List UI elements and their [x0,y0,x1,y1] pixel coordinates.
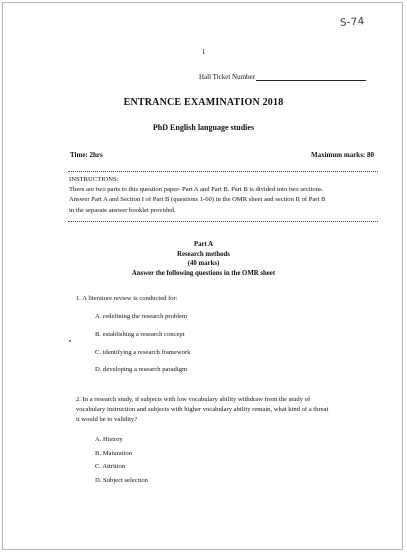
question-1-text: 1. A literature review is conducted for: [76,295,178,302]
question-1-option-c: C. identifying a research framework [95,348,191,356]
question-2-line: 2. In a research study, if subjects with low vocabulary ability withdraw from the study of [76,396,311,403]
question-2-text [76,395,388,426]
question-1-options [95,312,190,383]
instructions-line: in the separate answer booklet provided. [69,206,176,214]
exam-title: ENTRANCE EXAMINATION 2018 [123,97,284,108]
question-2-option-c: C. Attrition [95,463,126,471]
question-1-option-d: D. developing a research paradigm [95,366,188,374]
question-2-options [95,435,148,489]
exam-subtitle: PhD English language studies [152,123,255,132]
instructions-block [69,175,381,216]
time-allowed: Time: 2hrs [70,151,103,159]
instructions-line: Answer Part A and Section I of Part B (questions 1-60) in the OMR sheet and section II of Part B [69,196,326,204]
handwritten-note: S-74 [339,16,366,29]
part-a-header [3,240,404,278]
question-2-option-d: D. Subject selection [95,476,148,484]
part-a-title: Part A [193,241,214,248]
instructions-line: There are two parts to this question paper- Part A and Part B. Part B is divided into two sections. [69,186,324,194]
question-1-option-b: B. establishing a research concept [95,330,185,338]
instructions-heading: INSTRUCTIONS: [69,176,119,183]
scan-speck [69,340,71,342]
question-2-option-b: B. Maturation [95,449,132,457]
hall-ticket-blank-line [256,73,366,81]
hall-ticket-field [199,73,366,81]
question-1-option-a: A. redefining the research problem [95,313,188,320]
part-a-marks: (40 marks) [187,260,220,268]
part-a-direction: Answer the following questions in the OMR sheet [131,269,276,277]
part-a-topic: Research methods [177,250,230,258]
question-2-line: it would be to validity? [76,416,138,424]
question-2-line: vocabulary instruction and subjects with higher vocabulary ability remain, what kind of a threat [76,406,329,414]
dotted-divider-bottom [68,221,378,222]
exam-page [2,2,403,550]
maximum-marks: Maximum marks: 80 [311,151,374,159]
question-2-option-a: A. History [95,436,123,443]
dotted-divider-top [68,171,378,172]
page-number: 1 [201,48,206,56]
hall-ticket-label: Hall Ticket Number [199,73,255,81]
